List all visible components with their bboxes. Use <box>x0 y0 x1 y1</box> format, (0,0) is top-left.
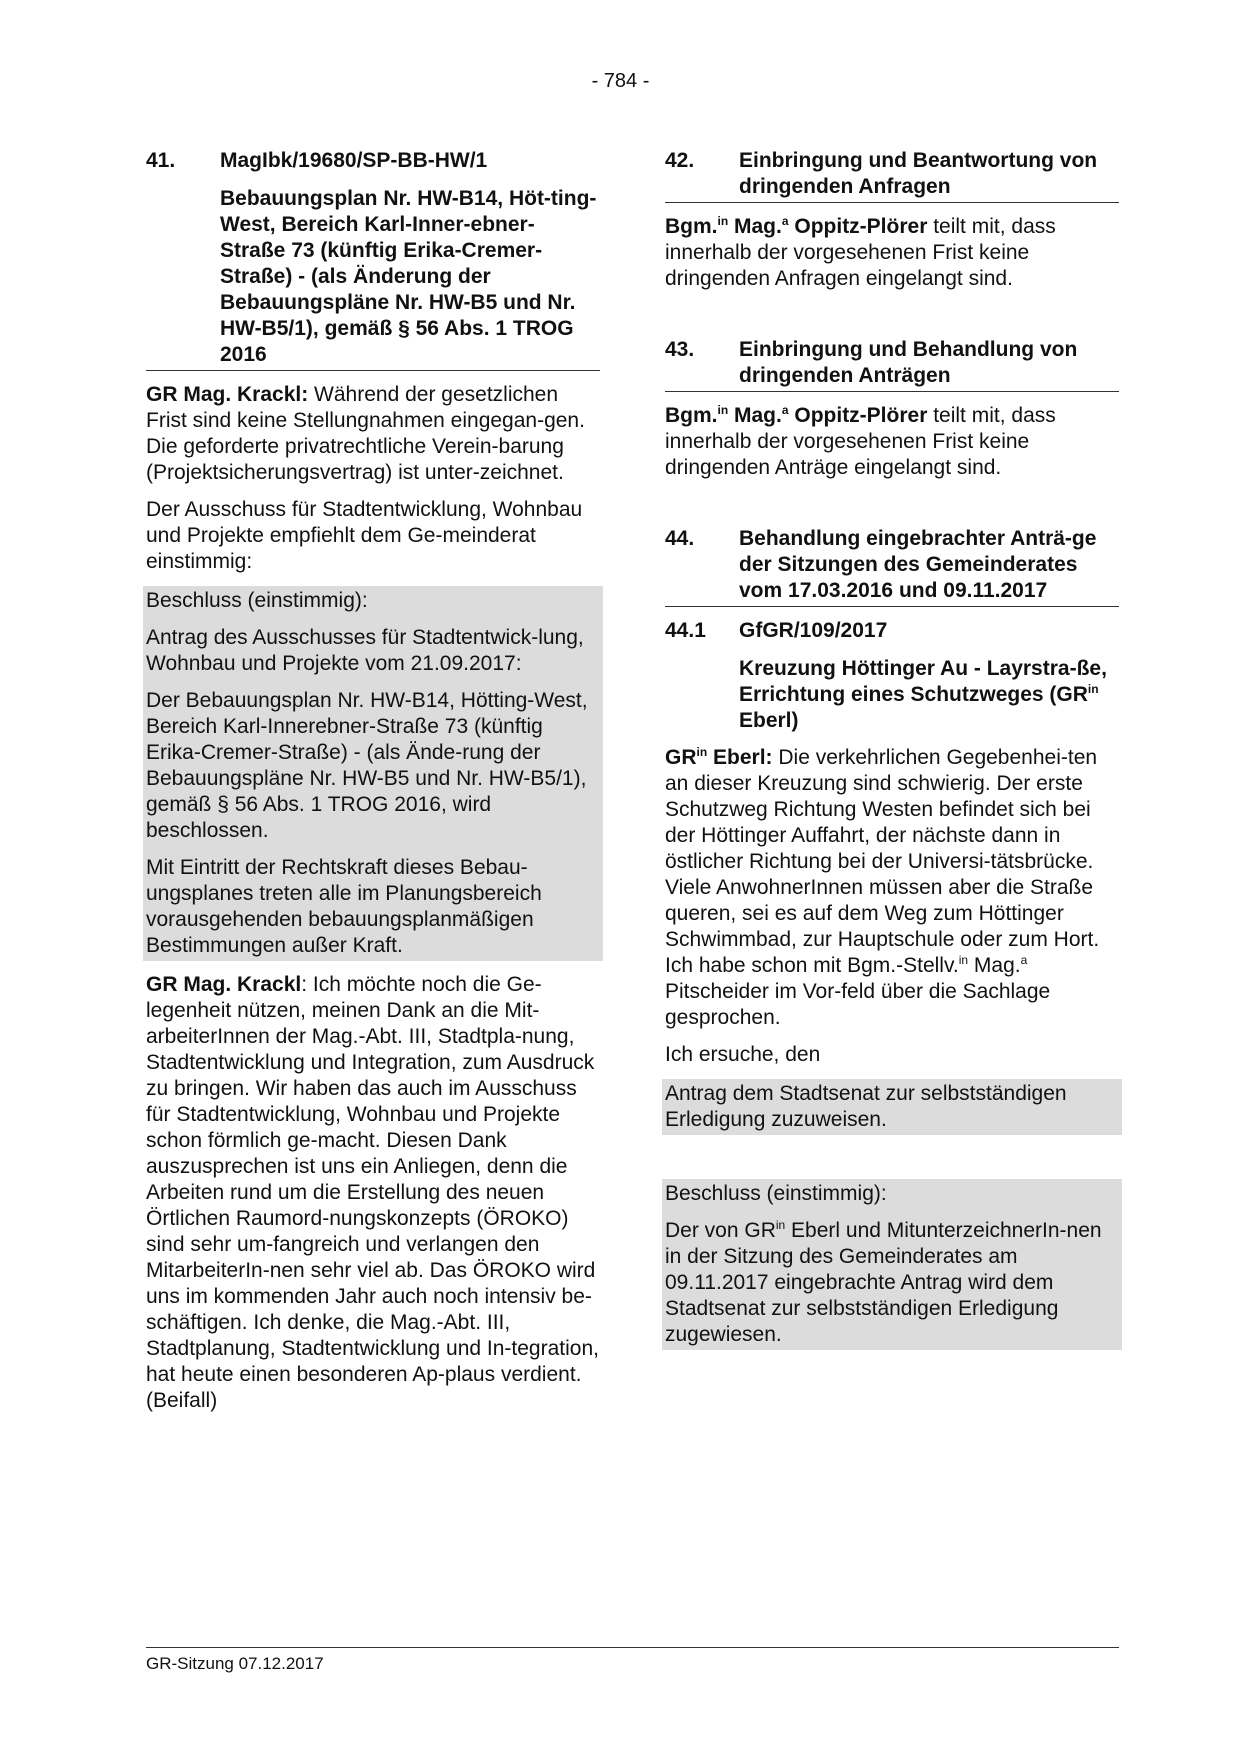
resolution-box <box>143 586 603 961</box>
item-44-heading <box>665 526 1119 607</box>
speaker-name: Bgm.$^{in}$ Mag.$^a$ Oppitz-Plörer <box>665 403 928 427</box>
resolution-box <box>662 1179 1122 1350</box>
item-reference: MagIbk/19680/SP-BB-HW/1 <box>220 149 488 172</box>
motion-box <box>662 1079 1122 1135</box>
item-44-1-heading <box>665 618 1119 734</box>
resolution-label: Beschluss (einstimmig): <box>146 589 368 612</box>
resolution-text: Mit Eintritt der Rechtskraft dieses Bebau-ungsplanes treten alle im Planungsbereich vorausgehenden bebauungsplanmäßigen Bestimmungen außer Kraft. <box>146 856 542 957</box>
paragraph <box>665 403 1119 481</box>
item-number: 43. <box>665 338 695 361</box>
speaker-name: GR Mag. Krackl: <box>146 383 309 406</box>
left-column <box>146 148 600 1425</box>
speaker-name: Bgm.$^{in}$ Mag.$^a$ Oppitz-Plörer <box>665 214 928 238</box>
item-number: 44. <box>665 527 695 550</box>
resolution-label: Beschluss (einstimmig): <box>665 1182 887 1205</box>
speech-text: teilt mit, dass innerhalb der vorgesehenen Frist keine dringenden Anträge eingelangt sind. <box>665 404 1056 479</box>
speaker-name: GR Mag. Krackl <box>146 973 302 996</box>
paragraph <box>665 214 1119 292</box>
item-42-heading <box>665 148 1119 203</box>
item-number: 44.1 <box>665 619 706 642</box>
item-41-heading <box>146 148 600 371</box>
paragraph: Der Ausschuss für Stadtentwicklung, Wohnbau und Projekte empfiehlt dem Ge-meinderat einstimmig: <box>146 498 583 573</box>
right-column <box>665 148 1119 1350</box>
item-reference: GfGR/109/2017 <box>739 619 888 642</box>
paragraph <box>146 972 600 1414</box>
paragraph: $GR^{in}$ Eberl: Die verkehrlichen Gegebenhei-ten an dieser Kreuzung sind schwierig. Der erste Schutzweg Richtung Westen befindet sich bei der Höttinger Auffahrt, der nächste dann in östlicher Richtung bei der Universi-tätsbrücke. Viele AnwohnerInnen müssen aber die Straße queren, sei es auf dem Weg zum Höttinger Schwimmbad, zur Hauptschule oder zum Hort. Ich habe schon mit Bgm.-Stellv.$^{in}$ Mag.$^a$ Pitscheider im Vor-feld über die Sachlage gesprochen. <box>665 745 1100 1029</box>
item-43-heading <box>665 337 1119 392</box>
item-title: Einbringung und Behandlung von dringenden Anträgen <box>739 338 1078 387</box>
footer-divider <box>146 1647 1119 1648</box>
item-number: 42. <box>665 149 695 172</box>
paragraph <box>146 382 600 486</box>
speech-text: : Ich möchte noch die Ge-legenheit nützen, meinen Dank an die Mit-arbeiterInnen der Mag.-Abt. III, Stadtpla-nung, Stadtentwicklung und Integration, zum Ausdruck zu bringen. Wir haben das auch im Ausschuss für Stadtentwicklung, Wohnbau und Projekte schon förmlich ge-macht. Diesen Dank auszusprechen ist uns ein Anliegen, denn die Arbeiten rund um die Erstellung des neuen Örtlichen Raumord-nungskonzepts (ÖROKO) sind sehr um-fangreich und verlangen den MitarbeiterIn-nen sehr viel ab. Das ÖROKO wird uns im kommenden Jahr auch noch intensiv be-schäftigen. Ich denke, die Mag.-Abt. III, Stadtplanung, Stadtentwicklung und In-tegration, hat heute einen besonderen Ap-plaus verdient. (Beifall) <box>146 973 599 1412</box>
speech-text: Während der gesetzlichen Frist sind keine Stellungnahmen eingegan-gen. Die geforderte privatrechtliche Verein-barung (Projektsicherungsvertrag) ist unter-zeichnet. <box>146 383 585 484</box>
item-title: Einbringung und Beantwortung von dringenden Anfragen <box>739 149 1098 198</box>
resolution-text: Der Bebauungsplan Nr. HW-B14, Hötting-West, Bereich Karl-Innerebner-Straße 73 (künftig Erika-Cremer-Straße) - (als Ände-rung der Bebauungspläne Nr. HW-B5 und Nr. HW-B5/1), gemäß § 56 Abs. 1 TROG 2016, wird beschlossen. <box>146 689 588 842</box>
item-number: 41. <box>146 149 176 172</box>
speech-text: teilt mit, dass innerhalb der vorgesehenen Frist keine dringenden Anfragen eingelangt sind. <box>665 215 1056 290</box>
item-title: Kreuzung Höttinger Au - Layrstra-ße, Errichtung eines Schutzweges ($GR^{in}$ Eberl) <box>739 657 1107 732</box>
item-title: Bebauungsplan Nr. HW-B14, Höt-ting-West, Bereich Karl-Inner-ebner-Straße 73 (künftig Erika-Cremer-Straße) - (als Änderung der Bebauungspläne Nr. HW-B5 und Nr. HW-B5/1), gemäß § 56 Abs. 1 TROG 2016 <box>220 187 597 366</box>
paragraph: Ich ersuche, den <box>665 1043 821 1066</box>
resolution-text: Der von $GR^{in}$ Eberl und MitunterzeichnerIn-nen in der Sitzung des Gemeinderates am 09.11.2017 eingebrachte Antrag wird dem Stadtsenat zur selbstständigen Erledigung zugewiesen. <box>665 1218 1102 1346</box>
footer: GR-Sitzung 07.12.2017 <box>146 1654 324 1673</box>
speaker-name: $GR^{in}$ Eberl: <box>665 745 773 769</box>
item-title: Behandlung eingebrachter Anträ-ge der Sitzungen des Gemeinderates vom 17.03.2016 und 09.11.2017 <box>739 527 1097 602</box>
page-number: - 784 - <box>591 70 650 92</box>
motion-text: Antrag dem Stadtsenat zur selbstständigen Erledigung zuzuweisen. <box>665 1082 1067 1131</box>
motion-source: Antrag des Ausschusses für Stadtentwick-lung, Wohnbau und Projekte vom 21.09.2017: <box>146 626 584 675</box>
